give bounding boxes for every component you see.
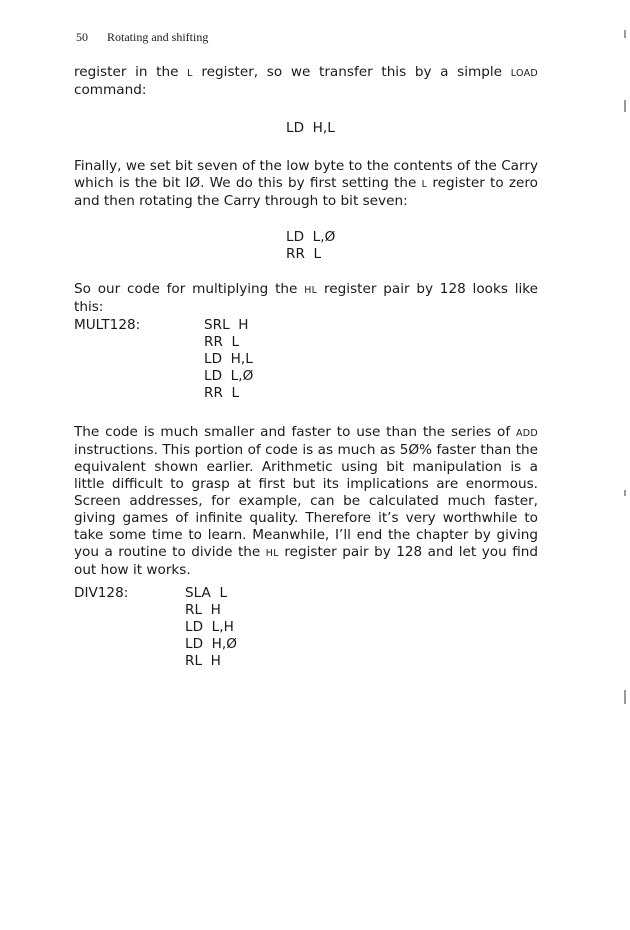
code-line: RR L [286, 246, 322, 262]
text: register in the [74, 64, 188, 80]
code-line: LD L,Ø [204, 368, 254, 384]
page-number: 50 [76, 30, 88, 44]
small-caps: HL [304, 285, 318, 296]
scan-edge-mark [624, 30, 626, 38]
code-line: LD H,Ø [185, 636, 237, 652]
div128-code [185, 585, 237, 670]
running-head [76, 30, 208, 45]
scan-edge-mark [624, 490, 626, 496]
code-line: LD H,L [286, 120, 335, 136]
text: command: [74, 82, 147, 98]
code-line: SRL H [204, 317, 249, 333]
scan-edge-mark [624, 690, 626, 704]
small-caps: HL [265, 548, 279, 559]
text: register, so we transfer this by a simple [192, 64, 511, 80]
code-line: LD H,L [204, 351, 253, 367]
text: register to zero and then rotating the Carry through to bit seven: [74, 175, 538, 209]
paragraph-3 [74, 281, 538, 316]
small-caps: ADD [515, 428, 538, 439]
code-line: RR L [204, 385, 240, 401]
text: register pair by 128 looks like this: [74, 281, 538, 315]
paragraph-1 [74, 64, 538, 99]
code-line: SLA L [185, 585, 228, 601]
mult128-code [204, 317, 253, 402]
mult128-label: MULT128: [74, 317, 141, 333]
text: Finally, we set bit seven of the low byte to the contents of the Carry which is the bit IØ. We do this by first setting the [74, 158, 538, 191]
small-caps: LOAD [510, 68, 538, 79]
code-line: RL H [185, 653, 221, 669]
code-line: LD L,Ø [286, 229, 336, 245]
text: register pair by 128 and let you find out how it works. [74, 544, 539, 578]
text: So our code for multiplying the [74, 281, 305, 297]
text: The code is much smaller and faster to use than the series of [74, 424, 516, 440]
small-caps: L [421, 179, 428, 190]
code-line: RR L [204, 334, 240, 350]
paragraph-4 [74, 424, 538, 579]
scan-edge-mark [624, 100, 626, 112]
code-line: LD L,H [185, 619, 234, 635]
chapter-title: Rotating and shifting [107, 30, 209, 44]
paragraph-2 [74, 158, 538, 210]
div128-label: DIV128: [74, 585, 129, 601]
text: instructions. This portion of code is as much as 5Ø% faster than the equivalent shown earlier. Arithmetic using bit manipulation is a little difficult to grasp at first but its implications are enormous. Screen addresses, for example, can be calculated much faster, giving games of infinite quality. Therefore it’s very worthwhile to take some time to learn. Meanwhile, I’ll end the chapter by giving you a routine to divide the [74, 442, 538, 560]
code-line: RL H [185, 602, 221, 618]
code-block-2 [286, 229, 335, 263]
small-caps: L [187, 68, 193, 79]
